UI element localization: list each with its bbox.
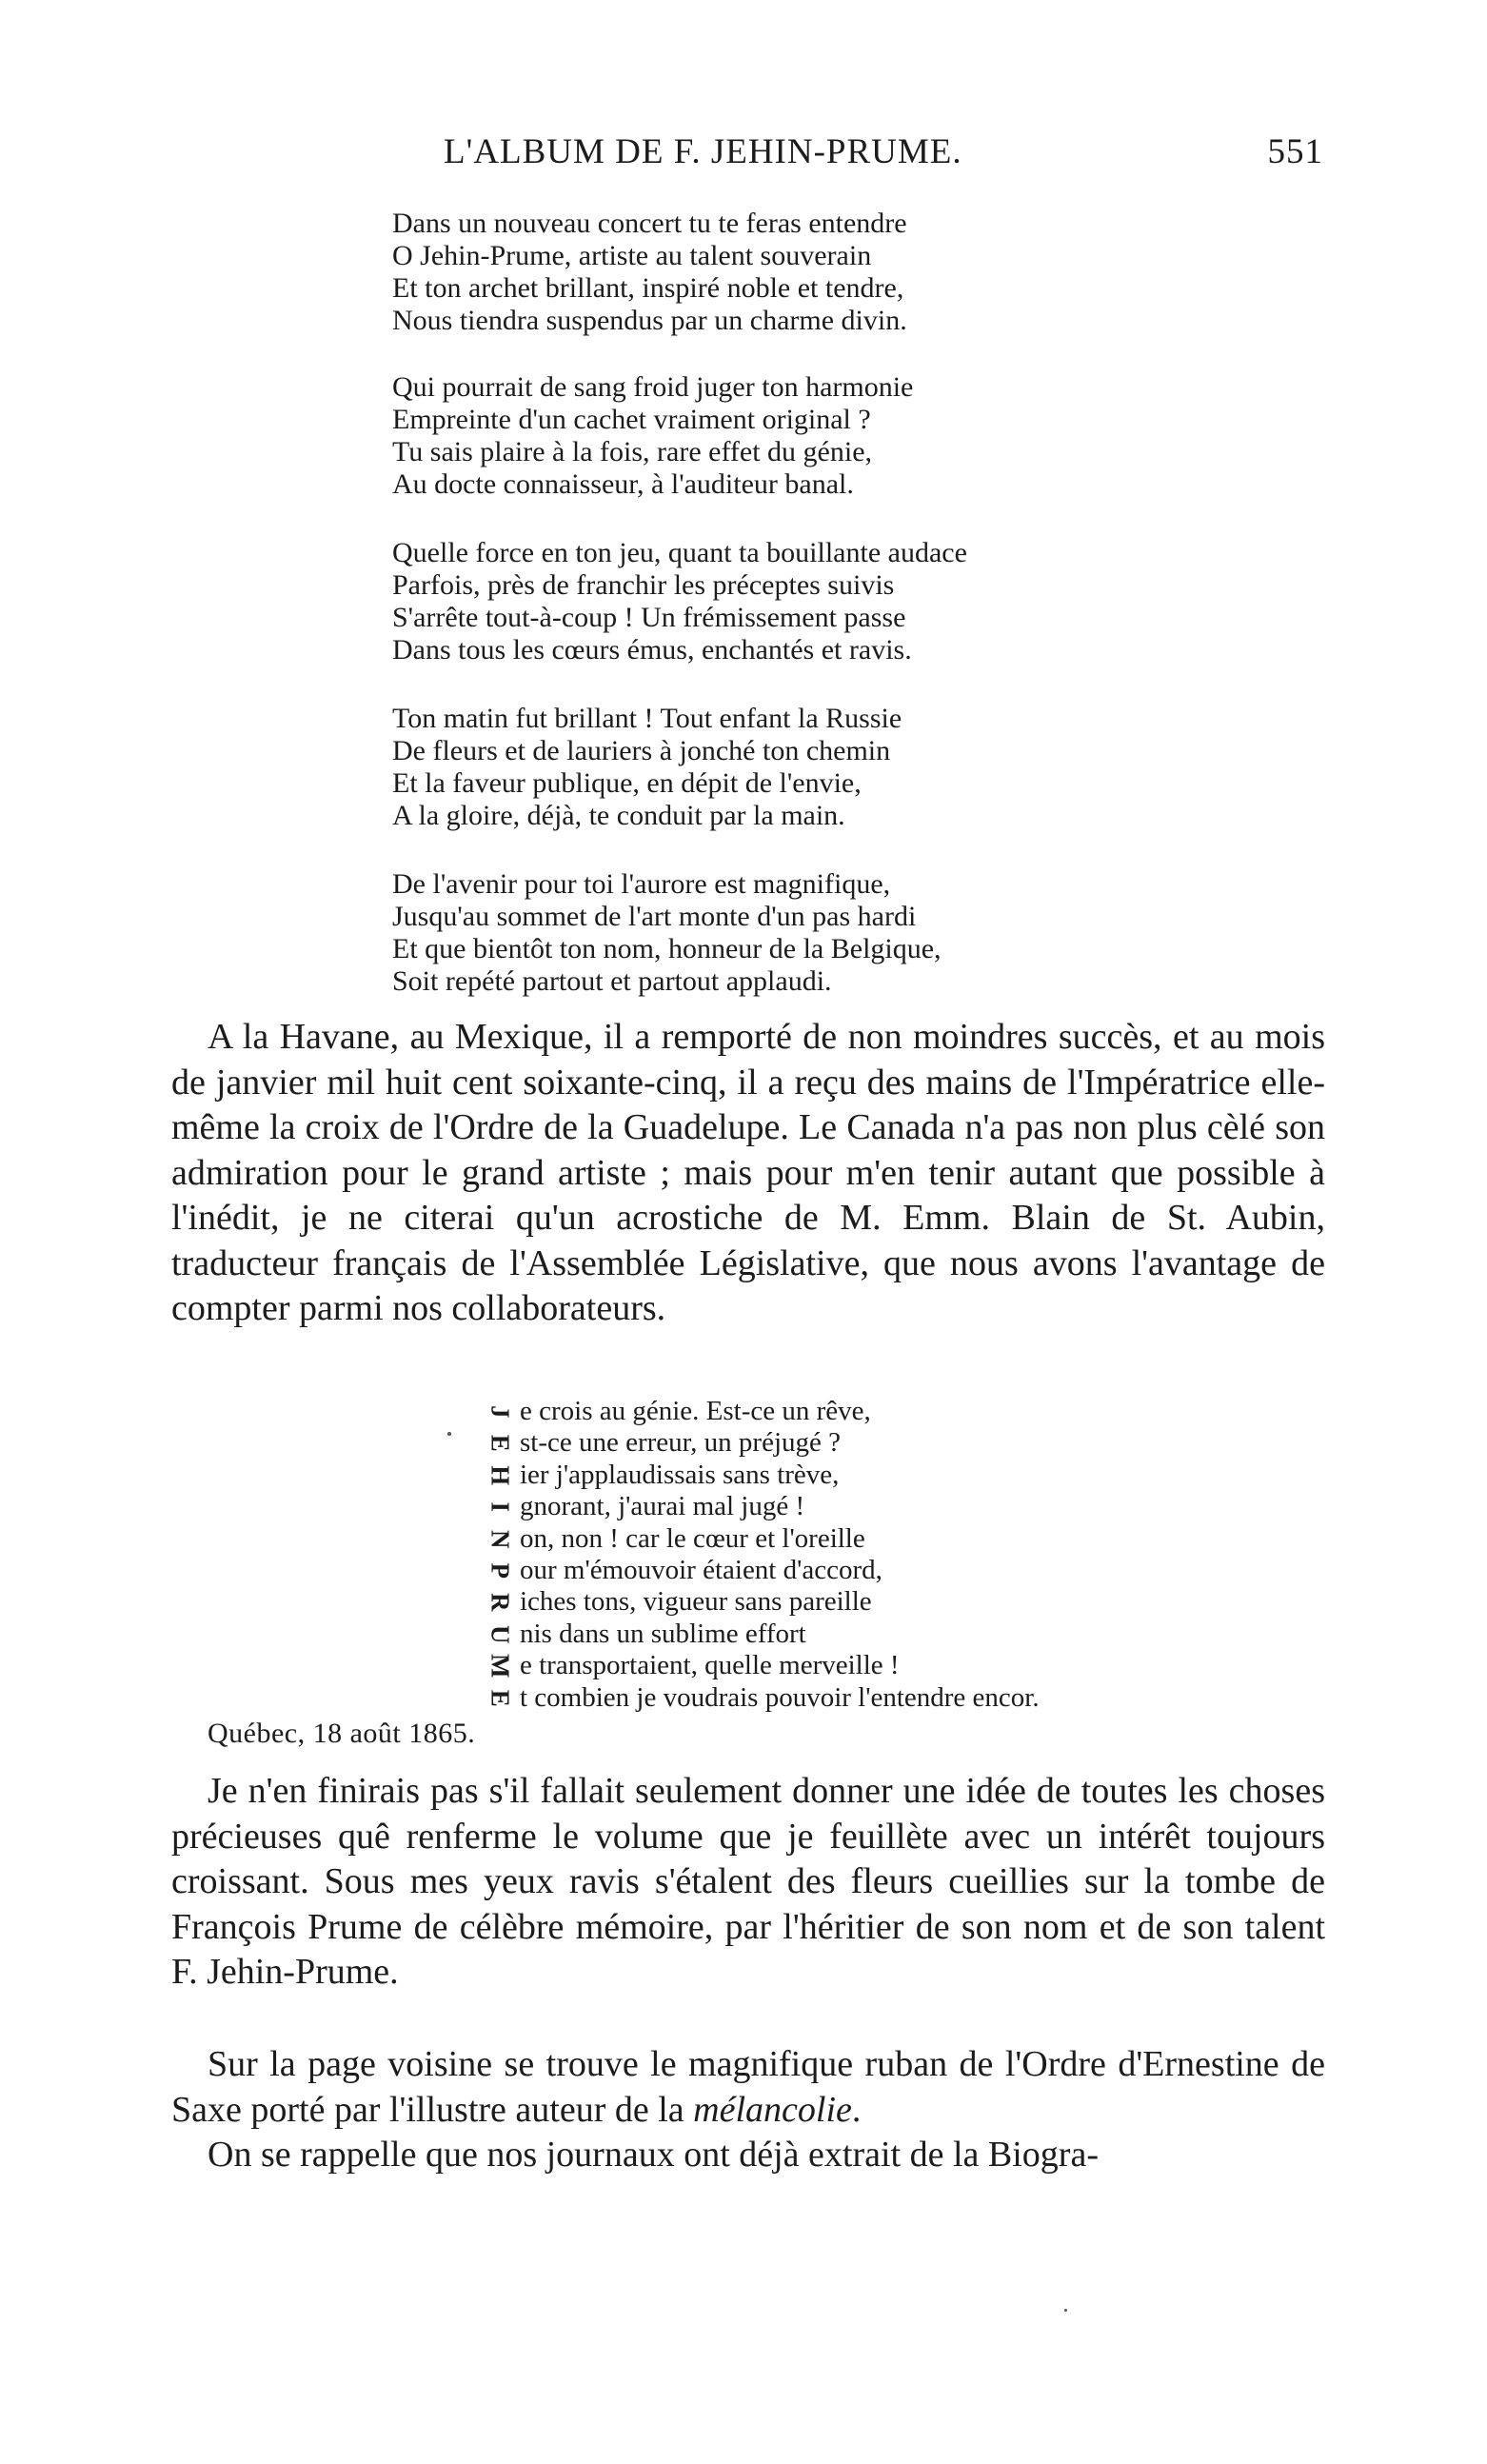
poem-line: Quelle force en ton jeu, quant ta bouillante audace [392,537,967,568]
poem-stanza-4 [392,703,1211,832]
running-title: L'ALBUM DE F. JEHIN-PRUME. [444,132,962,171]
acrostic-initial: H [486,1465,515,1486]
paragraph-biographie [171,2133,1325,2178]
acrostic-line-text: nis dans un sublime effort [520,1618,806,1649]
poem-line: A la gloire, déjà, te conduit par la main. [392,800,845,831]
poem-stanza-5 [392,868,1211,998]
acrostic-initial: U [486,1624,515,1644]
acrostic-line [486,1682,1304,1714]
paragraph-text: On se rappelle que nos journaux ont déjà extrait de la Biogra- [208,2135,1099,2175]
acrostic-line [486,1650,1304,1681]
acrostic-line [486,1460,1304,1491]
acrostic-line-text: our m'émouvoir étaient d'accord, [520,1555,882,1586]
paragraph-text-before: Sur la page voisine se trouve le magnifique ruban de l'Ordre d'Ernestine de Saxe porté par l'illustre auteur de la [171,2044,1325,2130]
poem-line: Au docte connaisseur, à l'auditeur banal. [392,468,854,500]
acrostic-line-text: on, non ! car le cœur et l'oreille [520,1522,865,1554]
acrostic-initial: P [486,1562,515,1579]
acrostic-initial: M [486,1654,515,1679]
acrostic-line-text: gnorant, j'aurai mal jugé ! [520,1491,805,1522]
acrostic-line [486,1427,1304,1459]
poem-stanza-1 [392,208,1211,337]
poem-line: Et ton archet brillant, inspiré noble et tendre, [392,272,904,304]
running-head [171,131,1323,179]
poem-line: Et la faveur publique, en dépit de l'envie, [392,767,862,799]
acrostic-line-text: t combien je voudrais pouvoir l'entendre encor. [520,1681,1040,1713]
paragraph-album [171,1769,1325,1996]
paragraph-text: Je n'en finirais pas s'il fallait seulement donner une idée de toutes les choses précieuses quê renferme le volume que je feuillète avec un intérêt toujours croissant. Sous mes yeux ravis s'étalent des fleurs cueillies sur la tombe de François Prume de célèbre mémoire, par l'héritier de son nom et de son talent F. Jehin-Prume. [171,1771,1325,1992]
acrostic-line-text: iches tons, vigueur sans pareille [520,1586,872,1618]
poem-line: Et que bientôt ton nom, honneur de la Belgique, [392,933,942,964]
acrostic-line-text: e transportaient, quelle merveille ! [520,1650,900,1681]
poem-line: Ton matin fut brillant ! Tout enfant la Russie [392,703,902,734]
italic-word: mélancolie [693,2089,852,2130]
poem-line: Tu sais plaire à la fois, rare effet du génie, [392,436,873,467]
paragraph-havane [171,1015,1325,1332]
acrostic-line-text: e crois au génie. Est-ce un rêve, [520,1396,871,1426]
poem-line: De l'avenir pour toi l'aurore est magnifique, [392,868,891,900]
poem-line: S'arrête tout-à-coup ! Un frémissement passe [392,602,906,633]
print-speck [447,1432,451,1436]
page-number: 551 [1267,132,1323,171]
acrostic-line [486,1491,1304,1522]
print-speck [1064,2309,1067,2312]
poem-line: Dans tous les cœurs émus, enchantés et ravis. [392,634,912,666]
acrostic-line [486,1619,1304,1650]
poem-line: Jusqu'au sommet de l'art monte d'un pas hardi [392,901,917,932]
acrostic-line-text: st-ce une erreur, un préjugé ? [520,1427,841,1459]
poem-line: Dans un nouveau concert tu te feras entendre [392,208,907,239]
dateline: Québec, 18 août 1865. [208,1718,476,1749]
acrostic-initial: I [486,1501,515,1513]
paragraph-text: A la Havane, au Mexique, il a remporté de non moindres succès, et au mois de janvier mil huit cent soixante-cinq, il a reçu des mains de l'Impératrice elle-même la croix de l'Ordre de la Guadelupe. Le Canada n'a pas non plus cèlé son admiration pour le grand artiste ; mais pour m'en tenir autant que possible à l'inédit, je ne citerai qu'un acrostiche de M. Emm. Blain de St. Aubin, traducteur français de l'Assemblée Législative, que nous avons l'avantage de compter parmi nos collaborateurs. [171,1017,1325,1328]
acrostic-line [486,1396,1304,1427]
poem-line: Soit repété partout et partout applaudi. [392,965,832,997]
poem-line: O Jehin-Prume, artiste au talent souverain [392,240,872,271]
paragraph-text-after: . [851,2089,862,2130]
paragraph-text [171,2042,1325,2133]
acrostic-line [486,1523,1304,1555]
poem-line: Qui pourrait de sang froid juger ton harmonie [392,371,914,403]
poem-line: Nous tiendra suspendus par un charme divin. [392,305,907,336]
acrostic-initial: R [486,1593,515,1612]
acrostic-initial: J [486,1404,515,1419]
acrostic-initial: E [486,1689,515,1707]
poem-line: De fleurs et de lauriers à jonché ton chemin [392,735,891,766]
acrostic-line [486,1586,1304,1618]
acrostic-initial: N [486,1529,515,1549]
paragraph-ruban [171,2042,1325,2133]
acrostic-poem [486,1396,1304,1714]
acrostic-initial: E [486,1435,515,1453]
poem-stanza-3 [392,537,1211,666]
poem-line: Empreinte d'un cachet vraiment original ? [392,404,871,435]
poem-stanza-2 [392,371,1211,501]
poem-line: Parfois, près de franchir les préceptes suivis [392,569,895,601]
acrostic-line-text: ier j'applaudissais sans trève, [520,1459,840,1490]
acrostic-line [486,1555,1304,1586]
